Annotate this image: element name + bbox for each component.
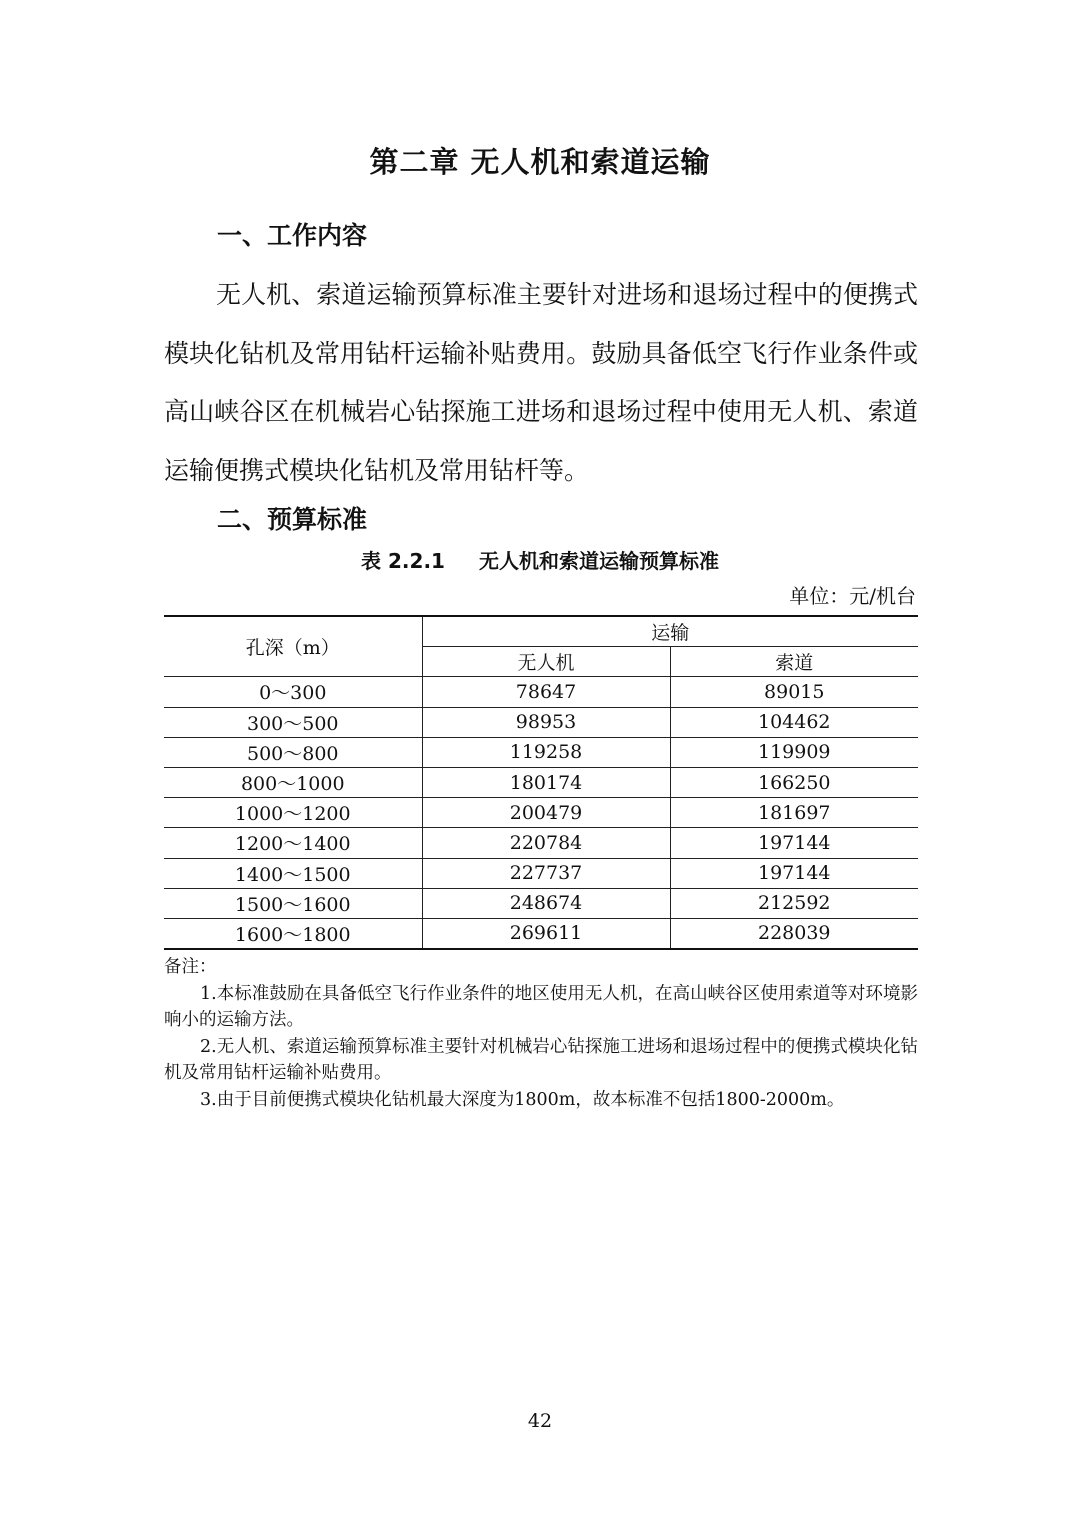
table-notes xyxy=(164,954,918,1113)
ropeway-cell: 89015 xyxy=(670,677,918,707)
drone-cell: 248674 xyxy=(422,888,670,918)
ropeway-cell: 197144 xyxy=(670,858,918,888)
depth-cell: 1600～1800 xyxy=(164,918,422,949)
header-transport: 运输 xyxy=(422,616,918,647)
section-heading-work-content: 一、工作内容 xyxy=(217,221,368,250)
ropeway-cell: 166250 xyxy=(670,767,918,797)
ropeway-cell: 197144 xyxy=(670,828,918,858)
table-row xyxy=(164,707,918,737)
section-heading-budget-standard: 二、预算标准 xyxy=(217,505,368,534)
table-row xyxy=(164,828,918,858)
table-caption-number: 表 2.2.1 xyxy=(361,549,445,573)
table-unit-label: 单位：元/机台 xyxy=(789,584,916,608)
ropeway-cell: 228039 xyxy=(670,918,918,949)
ropeway-cell: 181697 xyxy=(670,798,918,828)
depth-cell: 1500～1600 xyxy=(164,888,422,918)
drone-cell: 78647 xyxy=(422,677,670,707)
header-depth: 孔深（m） xyxy=(164,616,422,677)
work-content-paragraph: 无人机、索道运输预算标准主要针对进场和退场过程中的便携式模块化钻机及常用钻杆运输补贴费用。鼓励具备低空飞行作业条件或高山峡谷区在机械岩心钻探施工进场和退场过程中使用无人机、索道运输便携式模块化钻机及常用钻杆等。 xyxy=(164,280,918,485)
drone-cell: 180174 xyxy=(422,767,670,797)
header-drone: 无人机 xyxy=(422,647,670,677)
drone-cell: 119258 xyxy=(422,737,670,767)
budget-table xyxy=(164,615,918,950)
note-item-2: 2.无人机、索道运输预算标准主要针对机械岩心钻探施工进场和退场过程中的便携式模块化钻机及常用钻杆运输补贴费用。 xyxy=(164,1036,918,1083)
depth-cell: 1400～1500 xyxy=(164,858,422,888)
header-ropeway: 索道 xyxy=(670,647,918,677)
drone-cell: 200479 xyxy=(422,798,670,828)
notes-label: 备注： xyxy=(164,957,217,977)
table-row xyxy=(164,918,918,949)
table-row xyxy=(164,737,918,767)
table-header-row xyxy=(164,616,918,647)
table-caption-title: 无人机和索道运输预算标准 xyxy=(478,549,719,573)
depth-cell: 1200～1400 xyxy=(164,828,422,858)
drone-cell: 98953 xyxy=(422,707,670,737)
depth-cell: 800～1000 xyxy=(164,767,422,797)
table-row xyxy=(164,888,918,918)
table-row xyxy=(164,677,918,707)
drone-cell: 227737 xyxy=(422,858,670,888)
table-row xyxy=(164,798,918,828)
page-number: 42 xyxy=(527,1410,553,1432)
note-item-1: 1.本标准鼓励在具备低空飞行作业条件的地区使用无人机，在高山峡谷区使用索道等对环境影响小的运输方法。 xyxy=(164,983,918,1030)
table-row xyxy=(164,858,918,888)
table-caption xyxy=(0,545,1080,574)
drone-cell: 269611 xyxy=(422,918,670,949)
depth-cell: 1000～1200 xyxy=(164,798,422,828)
drone-cell: 220784 xyxy=(422,828,670,858)
depth-cell: 0～300 xyxy=(164,677,422,707)
note-item-3: 3.由于目前便携式模块化钻机最大深度为1800m，故本标准不包括1800-2000m。 xyxy=(200,1089,845,1110)
depth-cell: 300～500 xyxy=(164,707,422,737)
ropeway-cell: 104462 xyxy=(670,707,918,737)
table-row xyxy=(164,767,918,797)
depth-cell: 500～800 xyxy=(164,737,422,767)
chapter-title: 第二章 无人机和索道运输 xyxy=(369,145,711,179)
ropeway-cell: 212592 xyxy=(670,888,918,918)
ropeway-cell: 119909 xyxy=(670,737,918,767)
